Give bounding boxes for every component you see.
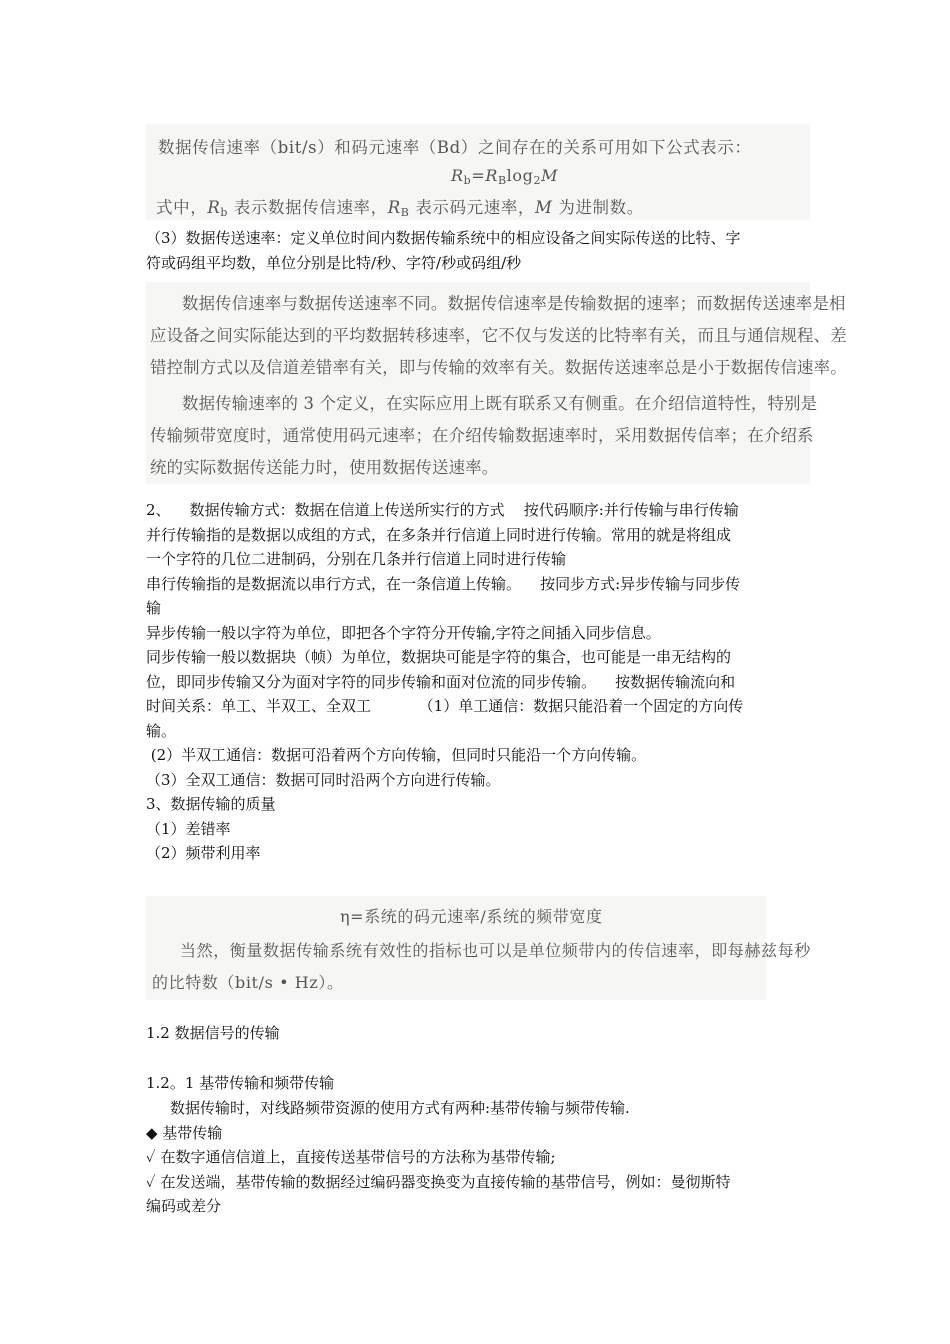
text-line: 并行传输指的是数据以成组的方式，在多条并行信道上同时进行传输。常用的就是将组成	[146, 525, 732, 544]
scan-line: η=系统的码元速率/系统的频带宽度	[340, 907, 603, 926]
scan-image-rate-formula	[146, 124, 810, 220]
bullet-baseband-title: ◆ 基带传输	[146, 1124, 223, 1142]
formula: $R_b=R_B\log_2M$	[451, 166, 559, 187]
check-item: ✓ 在数字通信信道上，直接传送基带信号的方法称为基带传输;	[146, 1148, 556, 1166]
text-line: 输。	[146, 721, 177, 740]
text-line: （3）全双工通信：数据可同时沿两个方向进行传输。	[146, 770, 501, 789]
text-line: 输	[146, 599, 162, 617]
section-title: 1.2 数据信号的传输	[146, 1024, 280, 1042]
paragraph-transmission-modes	[146, 498, 810, 866]
text-line: （3）数据传送速率：定义单位时间内数据传输系统中的相应设备之间实际传送的比特、字	[146, 229, 741, 247]
text-line: 串行传输指的是数据流以串行方式，在一条信道上传输。 按同步方式:异步传输与同步传	[146, 574, 741, 593]
scan-line: 数据传输速率的 3 个定义，在实际应用上既有联系又有侧重。在介绍信道特性，特别是	[182, 394, 818, 413]
text-line: 时间关系：单工、半双工、全双工 （1）单工通信：数据只能沿着一个固定的方向传	[146, 697, 744, 715]
scan-line: 应设备之间实际能达到的平均数据转移速率，它不仅与发送的比特率有关，而且与通信规程、差	[150, 326, 847, 345]
paragraph-intro: 数据传输时，对线路频带资源的使用方式有两种:基带传输与频带传输.	[170, 1099, 630, 1117]
scan-image-bandwidth-efficiency	[146, 896, 811, 1000]
paragraph-transfer-rate	[146, 226, 810, 275]
scan-line: 错控制方式以及信道差错率有关，即与传输的效率有关。数据传送速率总是小于数据传信速率。	[150, 358, 847, 377]
text-line: 2、 数据传输方式：数据在信道上传送所实行的方式 按代码顺序:并行传输与串行传输	[146, 501, 739, 519]
scan-line: 数据传信速率与数据传送速率不同。数据传信速率是传输数据的速率；而数据传送速率是相	[182, 294, 846, 313]
text-line: 异步传输一般以字符为单位，即把各个字符分开传输,字符之间插入同步信息。	[146, 623, 661, 642]
checklist	[146, 1145, 810, 1219]
scan-image-rate-explanation	[146, 282, 847, 484]
text-line: 同步传输一般以数据块（帧）为单位，数据块可能是字符的集合，也可能是一串无结构的	[146, 648, 732, 666]
scan-line: 的比特数（bit/s • Hz）。	[152, 973, 344, 992]
scan-line: 统的实际数据传送能力时，使用数据传送速率。	[150, 458, 499, 477]
scan-line: 式中，$R_b$ 表示数据传信速率，$R_B$ 表示码元速率，M 为进制数。	[156, 198, 644, 219]
check-item: 编码或差分	[146, 1197, 222, 1215]
text-line: 符或码组平均数，单位分别是比特/秒、字符/秒或码组/秒	[146, 253, 522, 272]
check-item: ✓ 在发送端，基带传输的数据经过编码器变换变为直接传输的基带信号，例如：曼彻斯特	[146, 1172, 731, 1191]
text-line: 3、数据传输的质量	[146, 795, 276, 813]
text-line: 位，即同步传输又分为面对字符的同步传输和面对位流的同步传输。 按数据传输流向和	[146, 672, 736, 691]
text-line: （1）差错率	[146, 819, 231, 838]
text-line: （2）频带利用率	[146, 844, 261, 862]
scan-line: 当然，衡量数据传输系统有效性的指标也可以是单位频带内的传信速率，即每赫兹每秒	[180, 941, 811, 960]
subsection-title: 1.2。1 基带传输和频带传输	[146, 1074, 335, 1092]
text-line: 一个字符的几位二进制码，分别在几条并行信道上同时进行传输	[146, 550, 567, 568]
text-line: (2）半双工通信：数据可沿着两个方向传输，但同时只能沿一个方向传输。	[146, 746, 647, 764]
scan-line: 数据传信速率（bit/s）和码元速率（Bd）之间存在的关系可用如下公式表示：	[158, 138, 752, 157]
scan-line: 传输频带宽度时，通常使用码元速率；在介绍传输数据速率时，采用数据传信率；在介绍系	[150, 426, 814, 445]
